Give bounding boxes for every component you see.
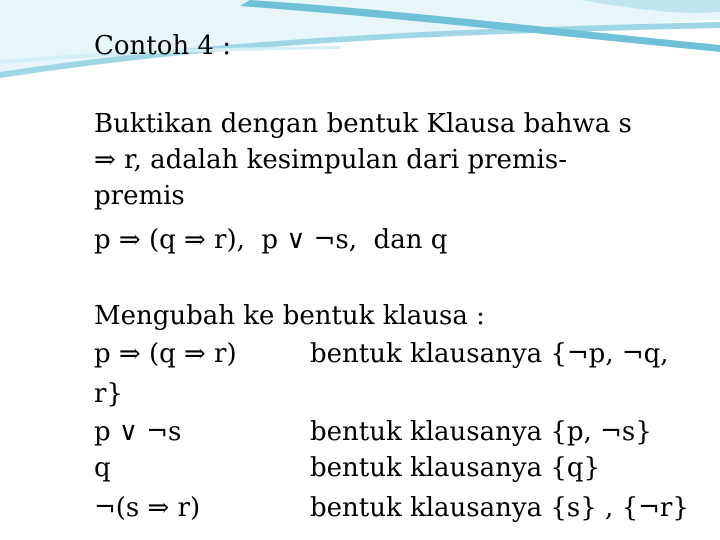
row-2-expression: p ∨ ¬s bbox=[94, 417, 182, 447]
row-4-clause: bentuk klausanya {s} , {¬r} bbox=[310, 493, 689, 523]
premises-line: p ⇒ (q ⇒ r), p ∨ ¬s, dan q bbox=[94, 225, 448, 255]
conversion-heading: Mengubah ke bentuk klausa : bbox=[94, 301, 485, 331]
slide-title: Contoh 4 : bbox=[94, 31, 231, 61]
row-4-expression: ¬(s ⇒ r) bbox=[94, 493, 201, 523]
row-1-clause-wrap: r} bbox=[94, 379, 123, 409]
row-2-clause: bentuk klausanya {p, ¬s} bbox=[310, 417, 652, 447]
problem-line-3: premis bbox=[94, 181, 185, 211]
problem-line-2: ⇒ r, adalah kesimpulan dari premis- bbox=[94, 145, 568, 175]
row-1-clause: bentuk klausanya {¬p, ¬q, bbox=[310, 339, 669, 369]
row-3-expression: q bbox=[94, 453, 111, 483]
problem-line-1: Buktikan dengan bentuk Klausa bahwa s bbox=[94, 109, 632, 139]
row-1-expression: p ⇒ (q ⇒ r) bbox=[94, 339, 237, 369]
row-3-clause: bentuk klausanya {q} bbox=[310, 453, 601, 483]
